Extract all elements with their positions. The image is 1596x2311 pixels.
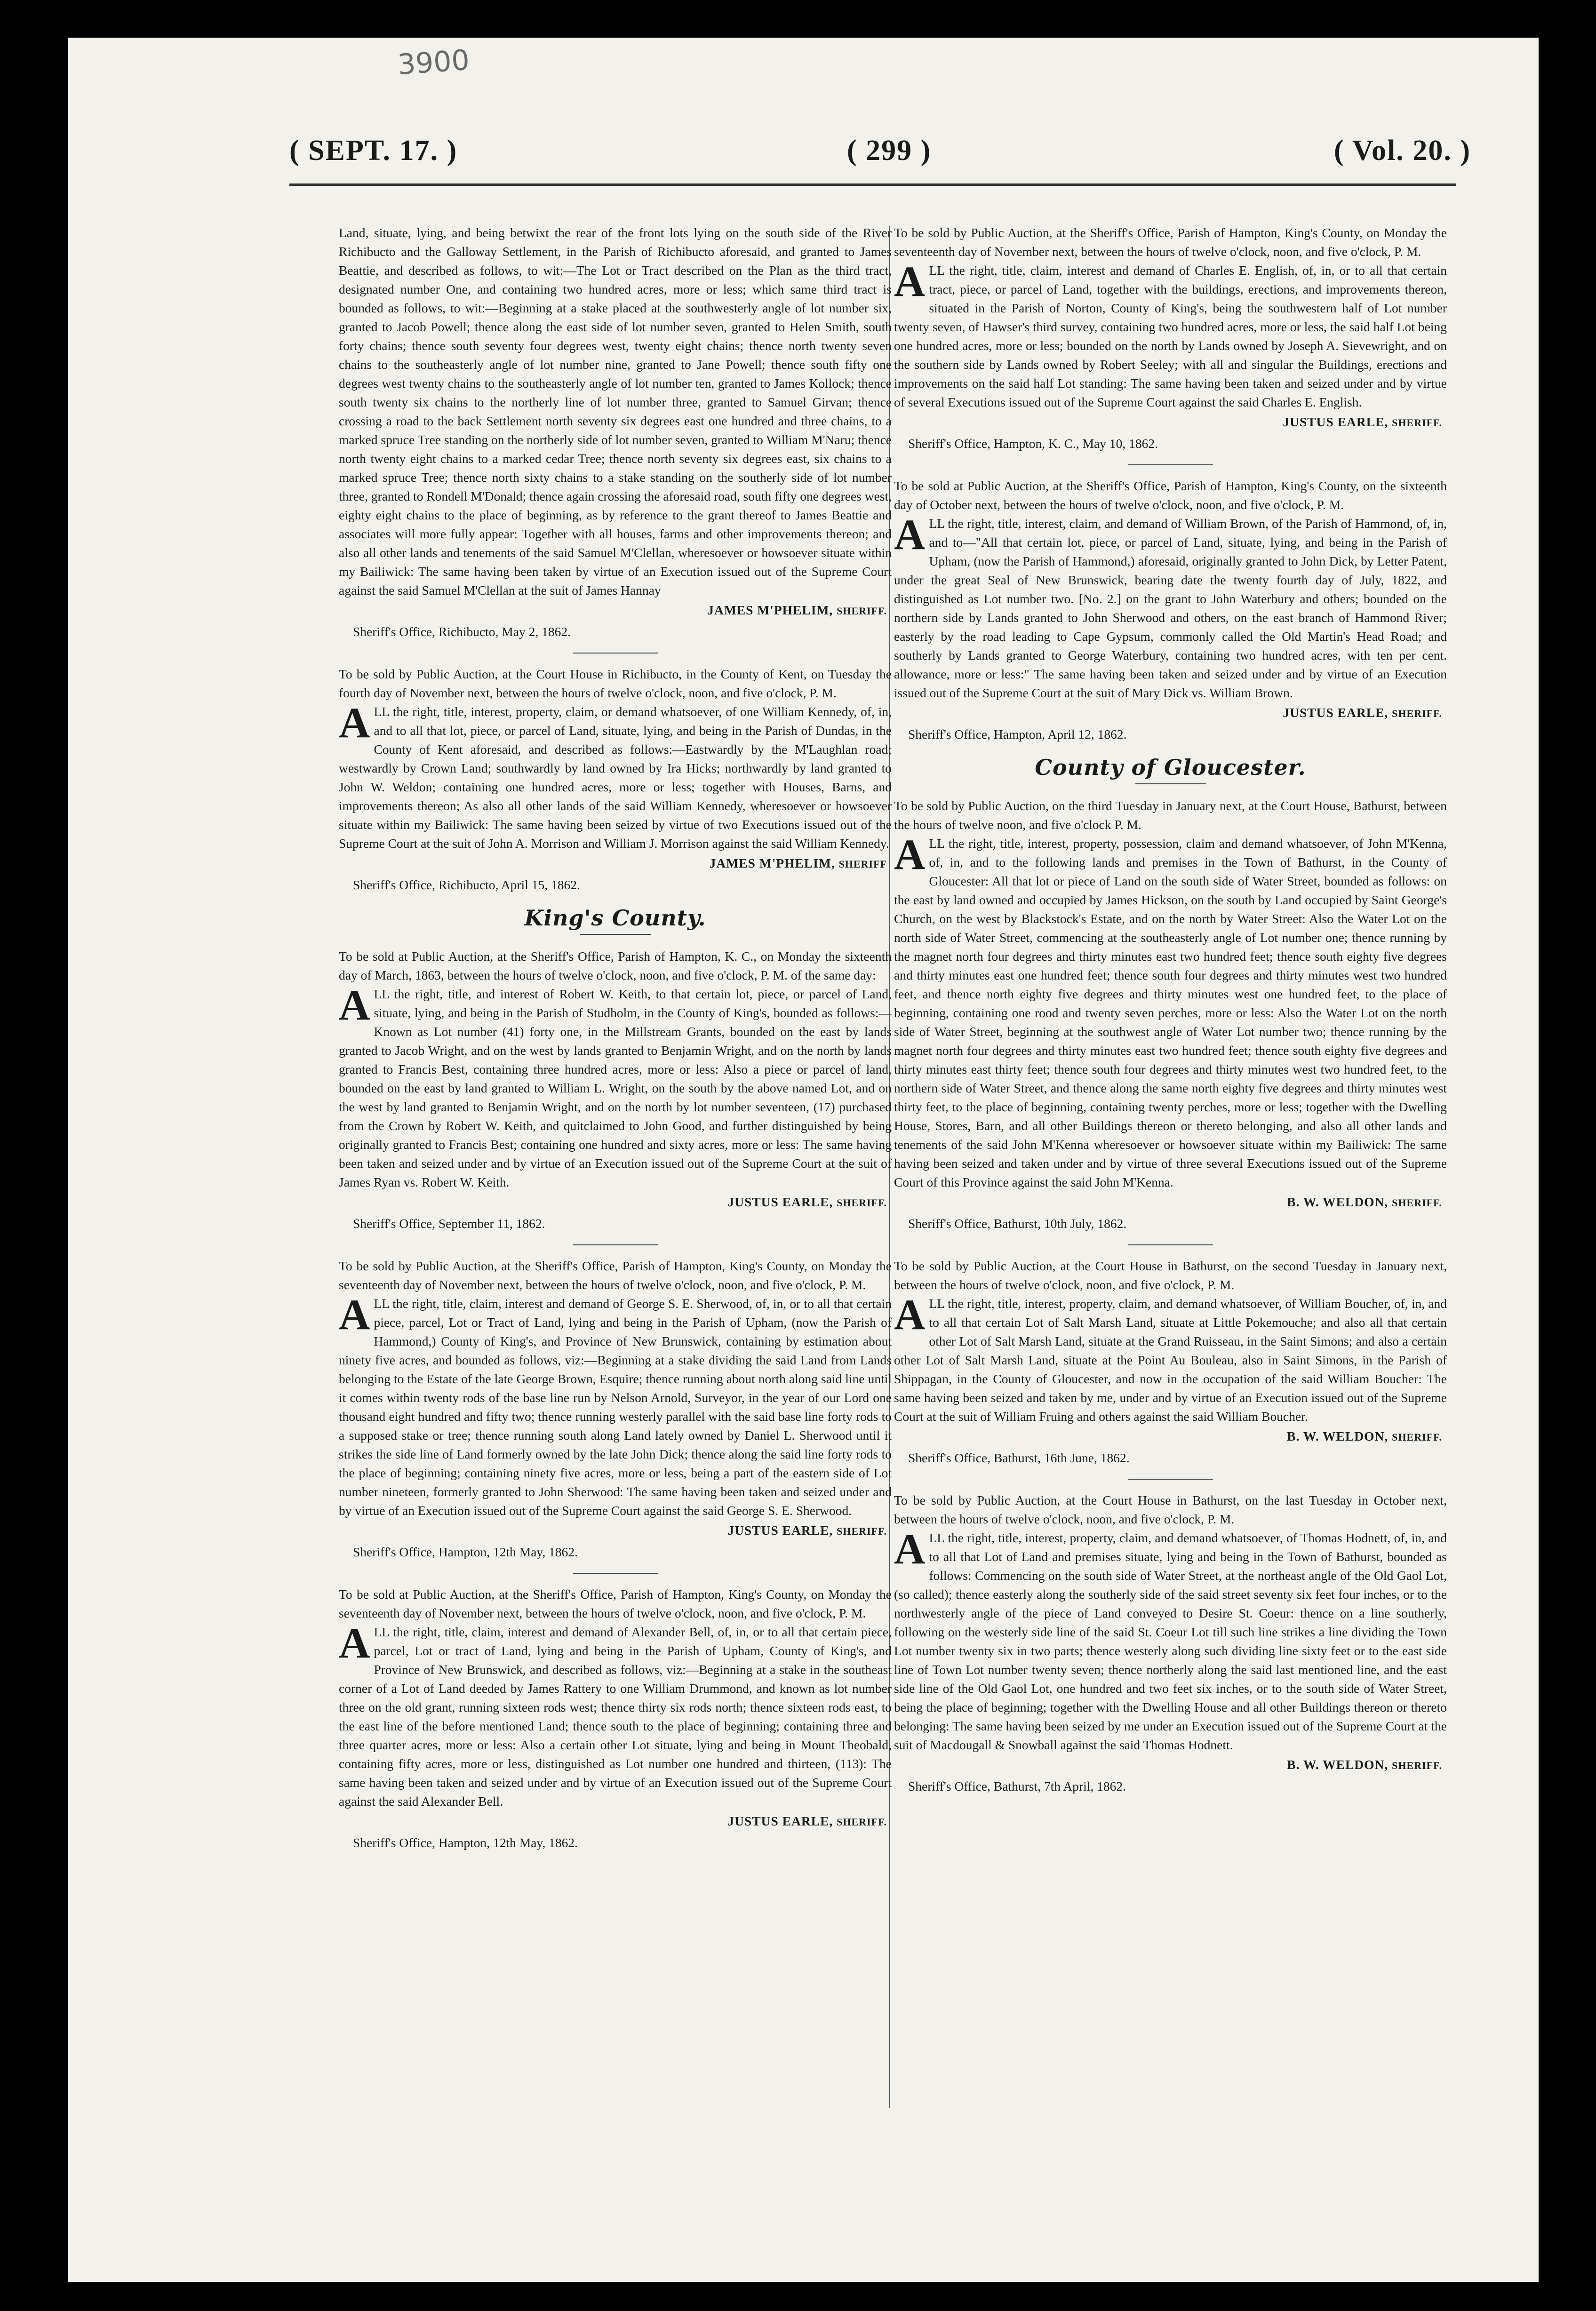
- drop-cap: A: [339, 981, 370, 1029]
- office-line: Sheriff's Office, Bathurst, 16th June, 1862.: [908, 1450, 1130, 1465]
- office-line: Sheriff's Office, Hampton, 12th May, 1862.: [353, 1835, 578, 1850]
- notice-body: LL the right, title, interest, property, claim, and demand whatsoever, of Thomas Hodnett, of, in, and to all that Lot of Land and premises situate, lying and being in the Town of Bathurst, bounded as follows: Commencing on the south side of Water Street, at the northeast angle of the Old Gaol Lot, (so called); thence easterly along the southerly side of the said street seventy six feet four inches, or to the northwesterly angle of the piece of Land conveyed to Desire St. Coeur: thence on a line southerly, following on the westerly side line of the said St. Coeur Lot till such line strikes a line dividing the Town Lot number twenty six in two parts; thence westerly along such dividing line sixty feet or to the east side line of Town Lot number twenty seven; thence northerly along the said last mentioned line, and the east side line of the Old Gaol Lot, one hundred and two feet six inches, or to the south side of Water Street, being the place of beginning; together with the Dwelling House and all other Buildings thereon or thereto belonging: The same having been seized by me under an Execution issued out of the Supreme Court at the suit of Macdougall & Snowball against the said Thomas Hodnett.: [894, 1530, 1447, 1752]
- office-line: Sheriff's Office, Richibucto, April 15, 1862.: [353, 877, 580, 892]
- drop-cap: A: [894, 510, 926, 558]
- separator: [1128, 1479, 1213, 1480]
- office-line: Sheriff's Office, Bathurst, 10th July, 1862.: [908, 1216, 1127, 1231]
- pencil-annotation: 3900: [396, 43, 471, 82]
- sheriff-title: SHERIFF.: [1392, 417, 1442, 429]
- notice-body: LL the right, title, interest, claim, and demand of William Brown, of the Parish of Hammond, of, in, and to—"All that certain lot, piece, or parcel of Land, situate, lying, and being in the Parish of Upham, (now the Parish of Hammond,) aforesaid, originally granted to John Dick, by Letter Patent, under the great Seal of New Brunswick, bearing date the twenty fourth day of July, 1822, and distinguished as Lot number two. [No. 2.] on the grant to John Waterbury and others; bounded on the northern side by Lands granted to John Sherwood and others, on the east branch of Hammond River; easterly by the road leading to Cape Gypsum, commonly called the Old Martin's Head Road; and southerly by Lands granted to George Waterbury, containing two hundred acres, with ten per cent. allowance, more or less:" The same having been taken and seized under and by virtue of an Execution issued out of the Supreme Court at the suit of Mary Dick vs. William Brown.: [894, 516, 1447, 700]
- office-line: Sheriff's Office, Bathurst, 7th April, 1862.: [908, 1779, 1126, 1793]
- notice-body: LL the right, title, interest, property, possession, claim and demand whatsoever, of John M'Kenna, of, in, and to the following lands and premises in the Town of Bathurst, in the County of Gloucester: All that lot or piece of Land on the south side of Water Street, bounded as follows: on the east by land owned and occupied by James Hickson, on the south by Land occupied by Saint George's Church, on the west by Blackstock's Estate, and on the north by Water Street: Also the Water Lot on the north side of Water Street, commencing at the southeasterly angle of Lot number one; thence running by the magnet north four degrees and thirty minutes east two hundred feet; thence south eighty five degrees and thirty minutes east one hundred feet; thence south four degrees and thirty minutes west two hundred feet, and thence north eighty five degrees and thirty minutes west one hundred feet, to the place of beginning, containing one rood and twenty seven perches, more or less: Also the Water Lot on the north side of Water Street, beginning at the southwest angle of Water Lot number two; thence running by the magnet north four degrees and thirty minutes east two hundred feet; thence south eighty five degrees and thirty minutes east thirty feet; thence south four degrees and thirty minutes west two hundred feet, to the northern side of Water Street, and thence along the same north eighty five degrees and thirty minutes west thirty feet, to the place of beginning, containing twenty perches, more or less; together with the Dwelling House, Stores, Barn, and all other Buildings thereon or thereto belonging, and also all other lands and tenements of the said John M'Kenna wheresoever or howsoever situate within my Bailiwick: The same having been seized and taken under and by virtue of three several Executions issued out of the Supreme Court of this Province against the said John M'Kenna.: [894, 836, 1447, 1189]
- office-line: Sheriff's Office, Hampton, 12th May, 1862.: [353, 1545, 578, 1559]
- notice-brown: [894, 477, 1447, 744]
- header-volume: ( Vol. 20. ): [1334, 135, 1471, 167]
- drop-cap: A: [894, 1525, 926, 1573]
- sheriff-signature: [894, 1755, 1442, 1775]
- notice-intro: To be sold by Public Auction, at the Court House in Bathurst, on the last Tuesday in October next, between the hours of twelve o'clock, noon, and five o'clock, P. M.: [894, 1493, 1447, 1526]
- drop-cap: A: [339, 1619, 370, 1667]
- sheriff-name: JUSTUS EARLE,: [727, 1195, 833, 1209]
- sheriff-name: JAMES M'PHELIM,: [709, 856, 835, 870]
- notice-body: LL the right, title, and interest of Robert W. Keith, to that certain lot, piece, or parcel of Land, situate, lying, and being in the Parish of Studholm, in the County of King's, bounded as follows:—Known as Lot number (41) forty one, in the Millstream Grants, bounded on the east by lands granted to Jacob Wright, and on the west by lands granted to Benjamin Wright, and on the north by lands granted to Francis Best, containing three hundred acres, more or less: Also a piece or parcel of land, bounded on the east by land granted to William L. Wright, on the south by the above named Lot, and on the west by land granted to Benjamin Wright, and on the north by lot number seventeen, (17) purchased from the Crown by Robert W. Keith, and quitclaimed to John Good, and further distinguished by being originally granted to Francis Best; containing one hundred and sixty acres, more or less: The same having been taken and seized under and by virtue of an Execution issued out of the Supreme Court at the suit of James Ryan vs. Robert W. Keith.: [339, 987, 892, 1189]
- notice-bell: [339, 1585, 892, 1852]
- notice-keith: [339, 947, 892, 1233]
- notice-body: LL the right, title, claim, interest and demand of Charles E. English, of, in, or to all that certain tract, piece, or parcel of Land, together with the buildings, erections, and improvements thereon, situated in the Parish of Norton, County of King's, being the southwestern half of Lot number twenty seven, of Hawser's third survey, containing two hundred acres, more or less, the said half Lot being one hundred acres, more or less; bounded on the north by Lands owned by Joseph A. Sievewright, and on the southern side by Lands owned by Robert Seeley; with all and singular the Buildings, erections and improvements on the said half Lot standing: The same having been taken and seized under and by virtue of several Executions issued out of the Supreme Court against the said Charles E. English.: [894, 263, 1447, 409]
- notice-english: [894, 223, 1447, 453]
- notice-body: LL the right, title, interest, property, claim, and demand whatsoever, of William Boucher, of, in, and to all that certain Lot of Salt Marsh Land, situate at Little Pokemouche; and also all that certain other Lot of Salt Marsh Land, situate at the Grand Ruisseau, in the Saint Simons; and also a certain other Lot of Salt Marsh Land, situate at the Point Au Bouleau, also in Saint Simons, in the Parish of Shippagan, in the County of Gloucester, and now in the occupation of the said William Boucher: The same having been seized and taken by me, under and by virtue of an Execution issued out of the Supreme Court at the suit of William Fruing and others against the said William Boucher.: [894, 1296, 1447, 1424]
- sheriff-signature: [339, 1193, 887, 1212]
- sheriff-signature: [894, 1427, 1442, 1447]
- sheriff-name: JUSTUS EARLE,: [1283, 414, 1389, 429]
- sheriff-signature: [339, 1521, 887, 1541]
- sheriff-name: JUSTUS EARLE,: [727, 1814, 833, 1828]
- separator: [573, 1244, 658, 1245]
- sheriff-signature: [894, 703, 1442, 723]
- notice-intro: To be sold by Public Auction, on the third Tuesday in January next, at the Court House, Bathurst, between the hours of twelve noon, and five o'clock P. M.: [894, 798, 1447, 832]
- notice-intro: To be sold by Public Auction, at the Court House in Richibucto, in the County of Kent, on Tuesday the fourth day of November next, between the hours of twelve o'clock, noon, and five o'clock, P. M.: [339, 667, 892, 700]
- sheriff-title: SHERIFF: [838, 858, 887, 870]
- sheriff-title: SHERIFF.: [1392, 708, 1442, 719]
- sheriff-title: SHERIFF.: [1392, 1431, 1442, 1443]
- notice-mkenna: [894, 797, 1447, 1233]
- notice-boucher: [894, 1257, 1447, 1467]
- notice-intro: To be sold by Public Auction, at the Sheriff's Office, Parish of Hampton, King's County, on Monday the seventeenth day of November next, between the hours of twelve o'clock, noon, and five o'clock, P. M.: [339, 1259, 892, 1292]
- right-column: [894, 223, 1447, 1807]
- sheriff-name: B. W. WELDON,: [1287, 1195, 1389, 1209]
- notice-intro: To be sold by Public Auction, at the Sheriff's Office, Parish of Hampton, King's County, on Monday the seventeenth day of November next, between the hours of twelve o'clock, noon, and five o'clock, P. M.: [894, 225, 1447, 259]
- drop-cap: A: [894, 1291, 926, 1339]
- office-line: Sheriff's Office, September 11, 1862.: [353, 1216, 545, 1231]
- separator: [573, 1573, 658, 1574]
- notice-sherwood: [339, 1257, 892, 1562]
- notice-kennedy: [339, 665, 892, 894]
- office-line: Sheriff's Office, Hampton, K. C., May 10, 1862.: [908, 436, 1158, 451]
- drop-cap: A: [894, 257, 926, 305]
- office-line: Sheriff's Office, Richibucto, May 2, 1862.: [353, 624, 571, 639]
- left-column: [339, 223, 892, 1864]
- section-heading-kings-county: King's County.: [339, 908, 892, 935]
- sheriff-signature: [894, 413, 1442, 432]
- notice-body: LL the right, title, claim, interest and demand of Alexander Bell, of, in, or to all that certain piece, parcel, Lot or tract of Land, lying and being in the Parish of Upham, County of King's, and Province of New Brunswick, and described as follows, viz:—Beginning at a stake in the southeast corner of a Lot of Land deeded by James Rattery to one William Drummond, and known as lot number three on the old grant, running sixteen rods west; thence thirty six rods north; thence sixteen rods east, to the east line of the before mentioned Land; thence south to the place of beginning; containing three and three quarter acres, more or less: Also a certain other Lot situate, lying and being in Mount Theobald, containing fifty acres, more or less, distinguished as Lot number one hundred and thirteen, (113): The same having been taken and seized under and by virtue of an Execution issued out of the Supreme Court against the said Alexander Bell.: [339, 1625, 892, 1809]
- office-line: Sheriff's Office, Hampton, April 12, 1862.: [908, 727, 1127, 741]
- sheriff-signature: [339, 854, 887, 874]
- notice-body: LL the right, title, interest, property, claim, or demand whatsoever, of one William Kennedy, of, in, and to all that lot, piece, or parcel of Land, situate, lying, and being in the Parish of Dundas, in the County of Kent aforesaid, and described as follows:—Eastwardly by the M'Laughlan road; westwardly by Crown Land; southwardly by land owned by Ira Hicks; northwardly by land granted to John W. Weldon; containing one hundred acres, more or less; together with Houses, Barns, and improvements thereon; As also all other lands of the said William Kennedy, wheresoever or howsoever situate within my Bailiwick: The same having been seized by virtue of two Executions issued out of the Supreme Court at the suit of John A. Morrison and William J. Morrison against the said William Kennedy.: [339, 704, 892, 851]
- section-heading-county-of-gloucester: County of Gloucester.: [894, 758, 1447, 784]
- sheriff-name: B. W. WELDON,: [1287, 1757, 1389, 1772]
- separator: [1128, 1244, 1213, 1245]
- notice-body: LL the right, title, claim, interest and demand of George S. E. Sherwood, of, in, or to all that certain piece, parcel, Lot or Tract of Land, lying and being in the Parish of Upham, (now the Parish of Hammond,) County of King's, and Province of New Brunswick, containing by estimation about ninety five acres, and bounded as follows, viz:—Beginning at a stake dividing the said Land from Lands belonging to the Estate of the late George Brown, Esquire; thence running about north along said line until it comes within twenty rods of the base line run by Nelson Arnold, Surveyor, in the year of our Lord one thousand eight hundred and fifty two; thence running westerly parallel with the said base line forty rods to a supposed stake or tree; thence running south along Land lately owned by Daniel L. Sherwood until it strikes the side line of Land formerly owned by the late John Dick; thence along the said line forty rods to the place of beginning; containing ninety five acres, more or less, being a part of the eastern side of Lot number nineteen, formerly granted to John Sherwood: The same having been taken and seized under and by virtue of an Execution issued out of the Supreme Court against the said George S. E. Sherwood.: [339, 1296, 892, 1518]
- sheriff-name: JUSTUS EARLE,: [1283, 705, 1389, 720]
- sheriff-title: SHERIFF.: [837, 1197, 887, 1209]
- sheriff-title: SHERIFF.: [1392, 1197, 1442, 1209]
- sheriff-signature: [894, 1193, 1442, 1212]
- sheriff-name: JAMES M'PHELIM,: [707, 603, 833, 617]
- gazette-page: [68, 38, 1539, 2282]
- notice-intro: To be sold by Public Auction, at the Court House in Bathurst, on the second Tuesday in January next, between the hours of twelve o'clock, noon, and five o'clock, P. M.: [894, 1259, 1447, 1292]
- sheriff-name: B. W. WELDON,: [1287, 1429, 1389, 1443]
- header-page-number: ( 299 ): [847, 135, 932, 167]
- notice-intro: To be sold at Public Auction, at the Sheriff's Office, Parish of Hampton, King's County, on the sixteenth day of October next, between the hours of twelve o'clock, noon, and five o'clock, P. M.: [894, 478, 1447, 512]
- notice-intro: To be sold at Public Auction, at the Sheriff's Office, Parish of Hampton, King's County, on Monday the seventeenth day of November next, between the hours of twelve o'clock, noon, and five o'clock, P. M.: [339, 1587, 892, 1620]
- sheriff-title: SHERIFF.: [837, 1525, 887, 1537]
- sheriff-title: SHERIFF.: [837, 605, 887, 617]
- notice-beattie-land: [339, 223, 892, 641]
- header-rule: [289, 183, 1456, 186]
- sheriff-title: SHERIFF.: [1392, 1760, 1442, 1771]
- notice-body: Land, situate, lying, and being betwixt the rear of the front lots lying on the south side of the River Richibucto and the Galloway Settlement, in the Parish of Richibucto aforesaid, and granted to James Beattie, and described as follows, to wit:—The Lot or Tract described on the Plan as the third tract, designated number One, and containing two hundred acres, more or less; which same third tract is bounded as follows, to wit:—Beginning at a stake placed at the southwesterly angle of lot number six, granted to Jacob Powell; thence along the east side of lot number seven, granted to Helen Smith, south forty chains; thence south seventy four degrees west, twenty eight chains; thence north twenty seven chains to the southeasterly angle of lot number nine, granted to Jane Powell; thence south fifty one degrees west twenty chains to the southeasterly angle of lot number ten, granted to James Kollock; thence south twenty six chains to the northerly line of lot number three, granted to Samuel Girvan; thence crossing a road to the back Settlement north seventy six degrees east one hundred and three chains, to a marked spruce Tree standing on the northerly side of lot number seven, granted to William M'Naru; thence north twenty eight chains to a marked cedar Tree; thence north seventy six degrees east, six chains to a marked spruce Tree; thence north sixty chains to a stake standing on the southerly side of lot number three, granted to Rondell M'Donald; thence again crossing the aforesaid road, south fifty one degrees west, eighty eight chains to the place of beginning, as by reference to the grant thereof to James Beattie and associates will more fully appear: Together with all houses, farms and other improvements thereon; and also all other lands and tenements of the said Samuel M'Clellan, wheresoever or howsoever situate within my Bailiwick: The same having been taken by virtue of an Execution issued out of the Supreme Court against the said Samuel M'Clellan at the suit of James Hannay: [339, 225, 892, 598]
- sheriff-signature: [339, 1812, 887, 1832]
- drop-cap: A: [894, 830, 926, 878]
- sheriff-signature: [339, 601, 887, 621]
- header-date: ( SEPT. 17. ): [289, 135, 458, 167]
- sheriff-name: JUSTUS EARLE,: [727, 1523, 833, 1538]
- sheriff-title: SHERIFF.: [837, 1816, 887, 1828]
- notice-hodnett: [894, 1491, 1447, 1796]
- drop-cap: A: [339, 1291, 370, 1339]
- notice-intro: To be sold at Public Auction, at the Sheriff's Office, Parish of Hampton, K. C., on Monday the sixteenth day of March, 1863, between the hours of twelve o'clock, noon, and five o'clock, P. M. of the same day:: [339, 949, 892, 982]
- drop-cap: A: [339, 699, 370, 747]
- separator: [1128, 464, 1213, 465]
